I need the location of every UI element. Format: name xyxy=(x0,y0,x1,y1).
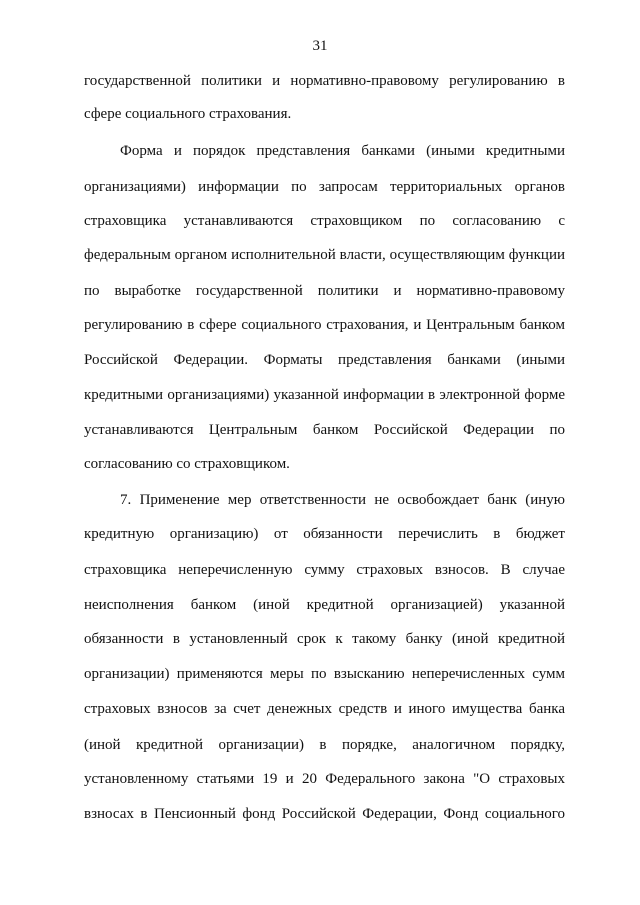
text-line: государственной политики и нормативно-правовому регулированию в xyxy=(84,73,565,89)
page-number: 31 xyxy=(312,38,328,54)
paragraph-first-line: Форма и порядок представления банками (иными кредитными xyxy=(120,143,565,159)
text-line: согласованию со страховщиком. xyxy=(84,456,290,472)
text-line: кредитными организациями) указанной информации в электронной форме xyxy=(84,387,565,403)
text-line: страховщика устанавливаются страховщиком по согласованию с xyxy=(84,213,565,229)
text-line: федеральным органом исполнительной власти, осуществляющим функции xyxy=(84,247,565,263)
text-line: Российской Федерации. Форматы представления банками (иными xyxy=(84,352,565,368)
text-line: неисполнения банком (иной кредитной организацией) указанной xyxy=(84,597,565,613)
text-line: организациями) информации по запросам территориальных органов xyxy=(84,179,565,195)
text-line: устанавливаются Центральным банком Российской Федерации по xyxy=(84,422,565,438)
text-line: по выработке государственной политики и нормативно-правовому xyxy=(84,283,565,299)
text-line: страховщика неперечисленную сумму страховых взносов. В случае xyxy=(84,562,565,578)
text-line: взносах в Пенсионный фонд Российской Федерации, Фонд социального xyxy=(84,806,565,822)
text-line: страховых взносов за счет денежных средств и иного имущества банка xyxy=(84,701,565,717)
text-line: регулированию в сфере социального страхования, и Центральным банком xyxy=(84,317,565,333)
text-line: организации) применяются меры по взысканию неперечисленных сумм xyxy=(84,666,565,682)
text-line: кредитную организацию) от обязанности перечислить в бюджет xyxy=(84,526,565,542)
paragraph-first-line: 7. Применение мер ответственности не освобождает банк (иную xyxy=(120,492,565,508)
text-line: установленному статьями 19 и 20 Федерального закона "О страховых xyxy=(84,771,565,787)
text-line: обязанности в установленный срок к такому банку (иной кредитной xyxy=(84,631,565,647)
text-line: сфере социального страхования. xyxy=(84,106,292,122)
text-line: (иной кредитной организации) в порядке, аналогичном порядку, xyxy=(84,737,565,753)
